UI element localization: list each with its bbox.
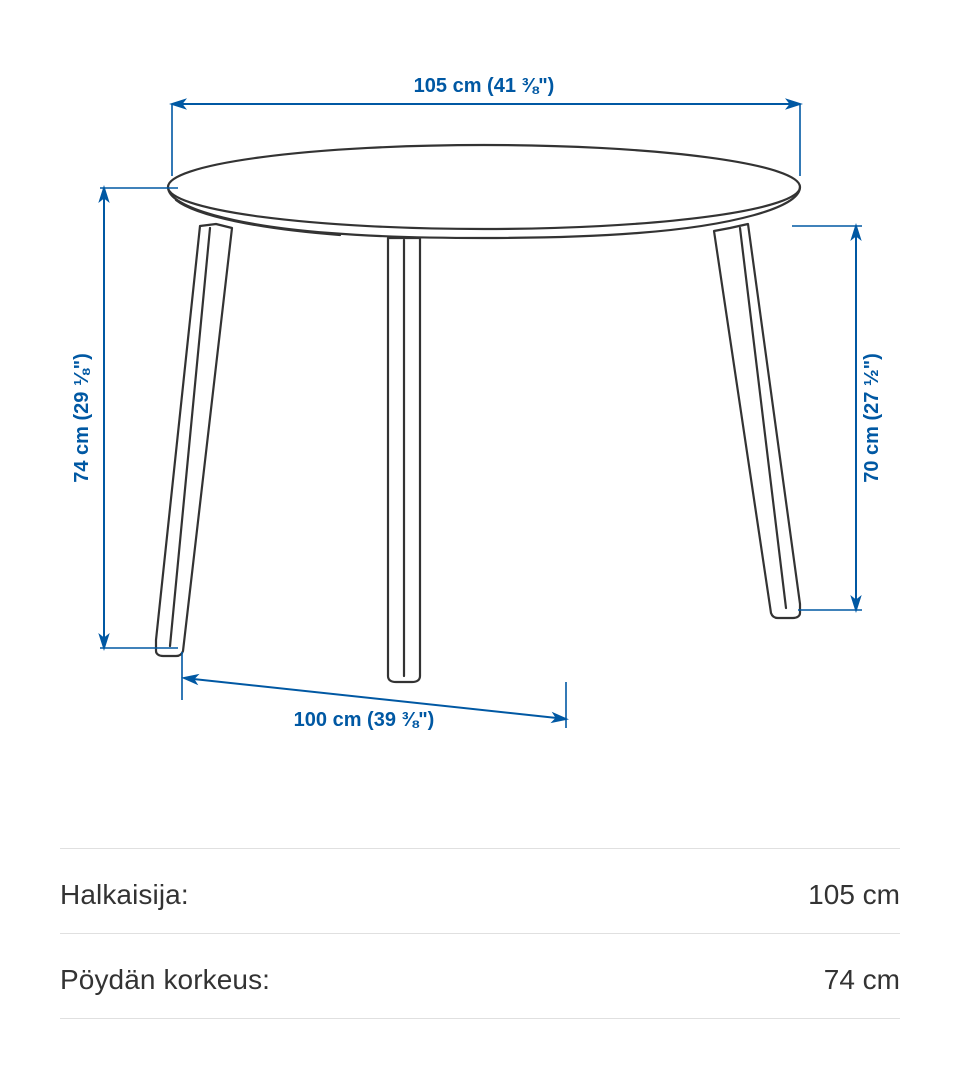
dimension-label-bottom-width: 100 cm (39 ⅜") <box>293 709 435 731</box>
dimension-label-right-height: 70 cm (27 ½") <box>861 353 883 483</box>
specifications-list <box>60 848 900 1019</box>
table-illustration <box>156 145 800 682</box>
dimension-label-top-width: 105 cm (41 ⅜") <box>413 75 555 97</box>
spec-value: 74 cm <box>823 964 900 995</box>
dimension-lines <box>100 104 862 728</box>
spec-value: 105 cm <box>808 879 900 910</box>
spec-row-diameter <box>60 848 900 934</box>
spec-label: Halkaisija: <box>60 879 189 910</box>
spec-row-table-height <box>60 934 900 1019</box>
dimension-label-left-height: 74 cm (29 ⅛") <box>71 353 93 483</box>
spec-label: Pöydän korkeus: <box>60 964 271 995</box>
